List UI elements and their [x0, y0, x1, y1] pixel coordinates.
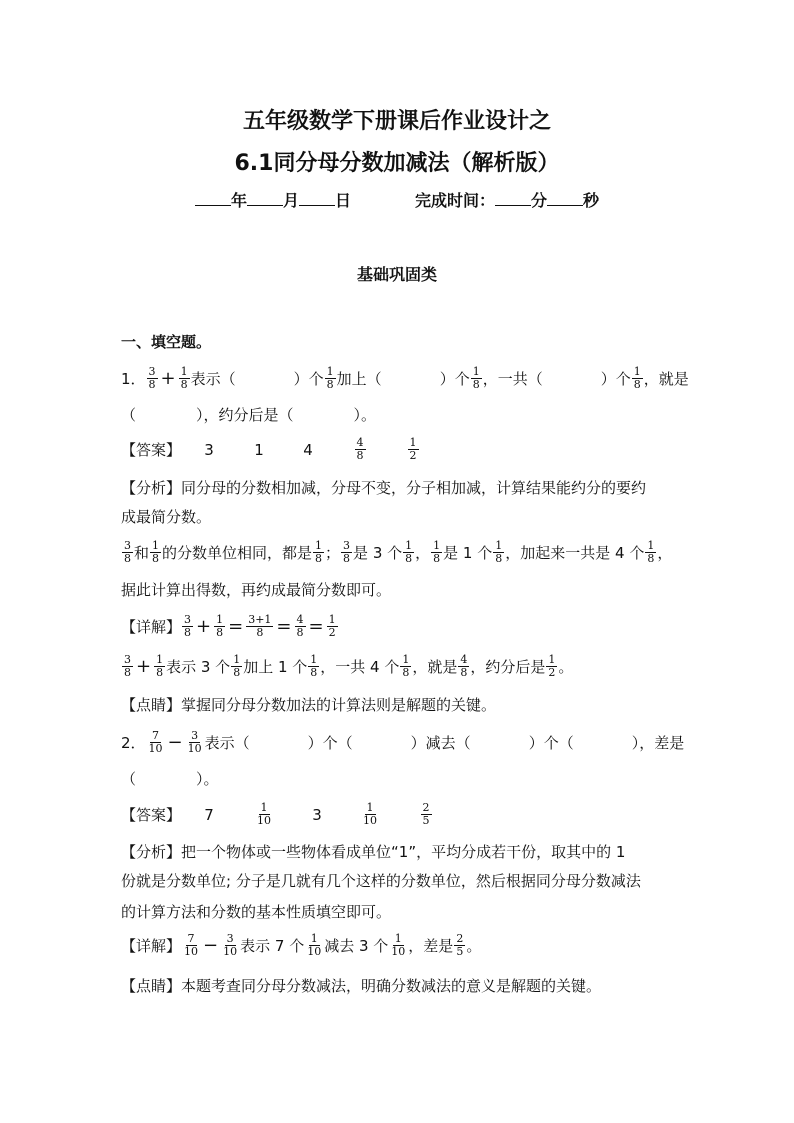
fraction-1-8: $\frac{1}{8}$ — [633, 365, 641, 391]
q1-detail-text: ，就是 — [412, 658, 458, 676]
fraction-1-10: $\frac{1}{10}$ — [307, 932, 322, 958]
q1-detail-line-1 — [121, 615, 681, 640]
comment-label: 【点睛】 — [121, 696, 182, 714]
q2-text: ）减去（ — [410, 734, 471, 752]
q2-stem-line-2: （ ）。 — [121, 770, 219, 788]
q1-comment-text: 掌握同分母分数加法的计算法则是解题的关键。 — [181, 696, 497, 714]
q1-analysis-line-2: 成最简分数。 — [121, 508, 212, 526]
q1-analysis-text: 是 1 个 — [443, 544, 493, 562]
day-label: 日 — [334, 191, 351, 210]
fraction-7-10: $\frac{7}{10}$ — [184, 932, 199, 958]
q1-detail-text: 表示 3 个 — [166, 658, 231, 676]
q1-stem-line-1 — [121, 365, 689, 392]
q2-analysis-text: 把一个物体或一些物体看成单位“1”，平均分成若干份，取其中的 1 — [181, 843, 626, 861]
answer-label: 【答案】 — [121, 806, 182, 824]
q1-detail-text: 。 — [558, 658, 574, 676]
q2-number: 2． — [121, 734, 146, 752]
q1-analysis-line-4: 据此计算出得数，再约成最简分数即可。 — [121, 581, 392, 599]
plus-sign: + — [196, 616, 212, 637]
fraction-3-8: $\frac{3}{8}$ — [124, 653, 131, 679]
q1-text: ，就是 — [643, 370, 689, 388]
section-title: 基础巩固类 — [356, 265, 437, 284]
minute-label: 分 — [531, 191, 548, 210]
q1-text: ）个 — [439, 370, 470, 388]
q1-comment-line — [121, 693, 681, 717]
q2-answer-2: $\frac{1}{10}$ — [257, 801, 272, 827]
fraction-1-8: $\frac{1}{8}$ — [433, 539, 441, 565]
q1-analysis-text: ； — [325, 544, 341, 562]
fraction-3-8: $\frac{3}{8}$ — [184, 613, 192, 639]
q2-answer-1: 7 — [204, 806, 214, 824]
q2-text: 表示（ — [204, 734, 250, 752]
q2-detail-text: 减去 3 个 — [324, 937, 389, 955]
fraction-1-8: $\frac{1}{8}$ — [405, 539, 413, 565]
q1-detail-text: ，一共 4 个 — [320, 658, 400, 676]
plus-sign: + — [160, 368, 176, 389]
fraction-2-5: $\frac{2}{5}$ — [456, 932, 464, 958]
second-label: 秒 — [583, 191, 600, 210]
minus-sign: − — [167, 732, 183, 753]
q2-answer-3: 3 — [312, 806, 322, 824]
q1-stem-line-2: （ ），约分后是（ ）。 — [121, 406, 377, 424]
q1-analysis-text: 是 3 个 — [353, 544, 403, 562]
q2-comment-text: 本题考查同分母分数减法，明确分数减法的意义是解题的关键。 — [181, 977, 602, 995]
fraction-1-8: $\frac{1}{8}$ — [402, 653, 410, 679]
q2-detail-line — [121, 934, 681, 959]
q2-answer-5: $\frac{2}{5}$ — [422, 801, 430, 827]
fraction-1-8: $\frac{1}{8}$ — [647, 539, 655, 565]
q2-answer-4: $\frac{1}{10}$ — [363, 801, 378, 827]
fraction-7-10: $\frac{7}{10}$ — [148, 729, 163, 755]
fraction-3plus1-8: $\frac{3+1}{8}$ — [248, 613, 272, 639]
q1-text: ）个 — [293, 370, 324, 388]
detail-label: 【详解】 — [121, 618, 182, 636]
q2-detail-text: ，差是 — [408, 937, 454, 955]
equals-sign: = — [228, 616, 244, 637]
q1-answer-1: 3 — [204, 441, 214, 459]
q1-answer-4: $\frac{4}{8}$ — [356, 436, 364, 462]
analysis-label: 【分析】 — [121, 843, 182, 861]
q1-analysis-line-1 — [121, 476, 681, 500]
fraction-1-8: $\frac{1}{8}$ — [310, 653, 318, 679]
q1-text: ）个 — [600, 370, 631, 388]
part-heading: 一、填空题。 — [121, 333, 212, 351]
q1-analysis-text: 的分数单位相同，都是 — [162, 544, 313, 562]
q1-detail-line-2 — [121, 655, 681, 680]
fraction-1-8: $\frac{1}{8}$ — [495, 539, 503, 565]
plus-sign: + — [136, 656, 152, 677]
fraction-1-8: $\frac{1}{8}$ — [180, 365, 188, 391]
q1-detail-text: ，约分后是 — [470, 658, 546, 676]
fraction-4-8: $\frac{4}{8}$ — [460, 653, 468, 679]
fraction-3-10: $\frac{3}{10}$ — [187, 729, 202, 755]
q1-text: 加上（ — [336, 370, 382, 388]
q2-text: ）个（ — [528, 734, 574, 752]
day-blank[interactable] — [299, 191, 335, 206]
answer-label: 【答案】 — [121, 441, 182, 459]
q1-answer-3: 4 — [303, 441, 313, 459]
fraction-1-8: $\frac{1}{8}$ — [315, 539, 323, 565]
q1-text: 表示（ — [190, 370, 236, 388]
fraction-1-2: $\frac{1}{2}$ — [548, 653, 556, 679]
fraction-3-8: $\frac{3}{8}$ — [148, 365, 156, 391]
q1-answer-5: $\frac{1}{2}$ — [409, 436, 417, 462]
q1-detail-text: 加上 1 个 — [243, 658, 308, 676]
detail-label: 【详解】 — [121, 937, 182, 955]
q1-number: 1． — [121, 370, 146, 388]
q1-analysis-text: 同分母的分数相加减，分母不变，分子相加减，计算结果能约分的要约 — [181, 479, 647, 497]
fraction-1-8: $\frac{1}{8}$ — [326, 365, 334, 391]
second-blank[interactable] — [547, 191, 583, 206]
q2-analysis-line-2: 份就是分数单位; 分子是几就有几个这样的分数单位，然后根据同分母分数减法 — [121, 872, 641, 890]
q2-detail-text: 表示 7 个 — [240, 937, 305, 955]
year-label: 年 — [230, 191, 247, 210]
q2-analysis-line-3: 的计算方法和分数的基本性质填空即可。 — [121, 903, 392, 921]
q2-detail-text: 。 — [466, 937, 482, 955]
fraction-3-8: $\frac{3}{8}$ — [343, 539, 351, 565]
q2-comment-line — [121, 974, 681, 998]
q2-analysis-line-1 — [121, 840, 681, 864]
minus-sign: − — [203, 935, 219, 956]
fraction-1-10: $\frac{1}{10}$ — [391, 932, 406, 958]
fraction-3-8: $\frac{3}{8}$ — [124, 539, 131, 565]
analysis-label: 【分析】 — [121, 479, 182, 497]
document-title-line-2: 6.1同分母分数加减法（解析版） — [234, 151, 560, 176]
fraction-1-8: $\frac{1}{8}$ — [233, 653, 241, 679]
date-completion-line — [0, 188, 794, 211]
equals-sign: = — [276, 616, 292, 637]
document-title-line-1: 五年级数学下册课后作业设计之 — [242, 109, 551, 134]
q1-analysis-text: ， — [415, 544, 431, 562]
fraction-1-2: $\frac{1}{2}$ — [328, 613, 336, 639]
q1-answer-2: 1 — [254, 441, 264, 459]
month-label: 月 — [282, 191, 299, 210]
q2-answer-line — [121, 803, 681, 828]
minute-blank[interactable] — [495, 191, 531, 206]
q2-stem-line-1 — [121, 729, 685, 756]
fraction-1-8: $\frac{1}{8}$ — [152, 539, 160, 565]
comment-label: 【点睛】 — [121, 977, 182, 995]
fraction-1-8: $\frac{1}{8}$ — [472, 365, 480, 391]
fraction-1-8: $\frac{1}{8}$ — [216, 613, 224, 639]
q2-text: ）个（ — [307, 734, 353, 752]
year-blank[interactable] — [195, 191, 231, 206]
q2-text: ），差是 — [631, 734, 685, 752]
equals-sign: = — [308, 616, 324, 637]
q1-analysis-line-3 — [121, 541, 681, 566]
fraction-1-8: $\frac{1}{8}$ — [156, 653, 164, 679]
fraction-4-8: $\frac{4}{8}$ — [296, 613, 304, 639]
completion-time-label: 完成时间： — [415, 191, 496, 210]
month-blank[interactable] — [247, 191, 283, 206]
q1-analysis-text: ， — [657, 544, 673, 562]
fraction-3-10: $\frac{3}{10}$ — [223, 932, 238, 958]
q1-analysis-text: ，加起来一共是 4 个 — [505, 544, 645, 562]
q1-answer-line — [121, 438, 681, 463]
q1-text: ，一共（ — [482, 370, 543, 388]
q1-analysis-text: 和 — [134, 544, 150, 562]
